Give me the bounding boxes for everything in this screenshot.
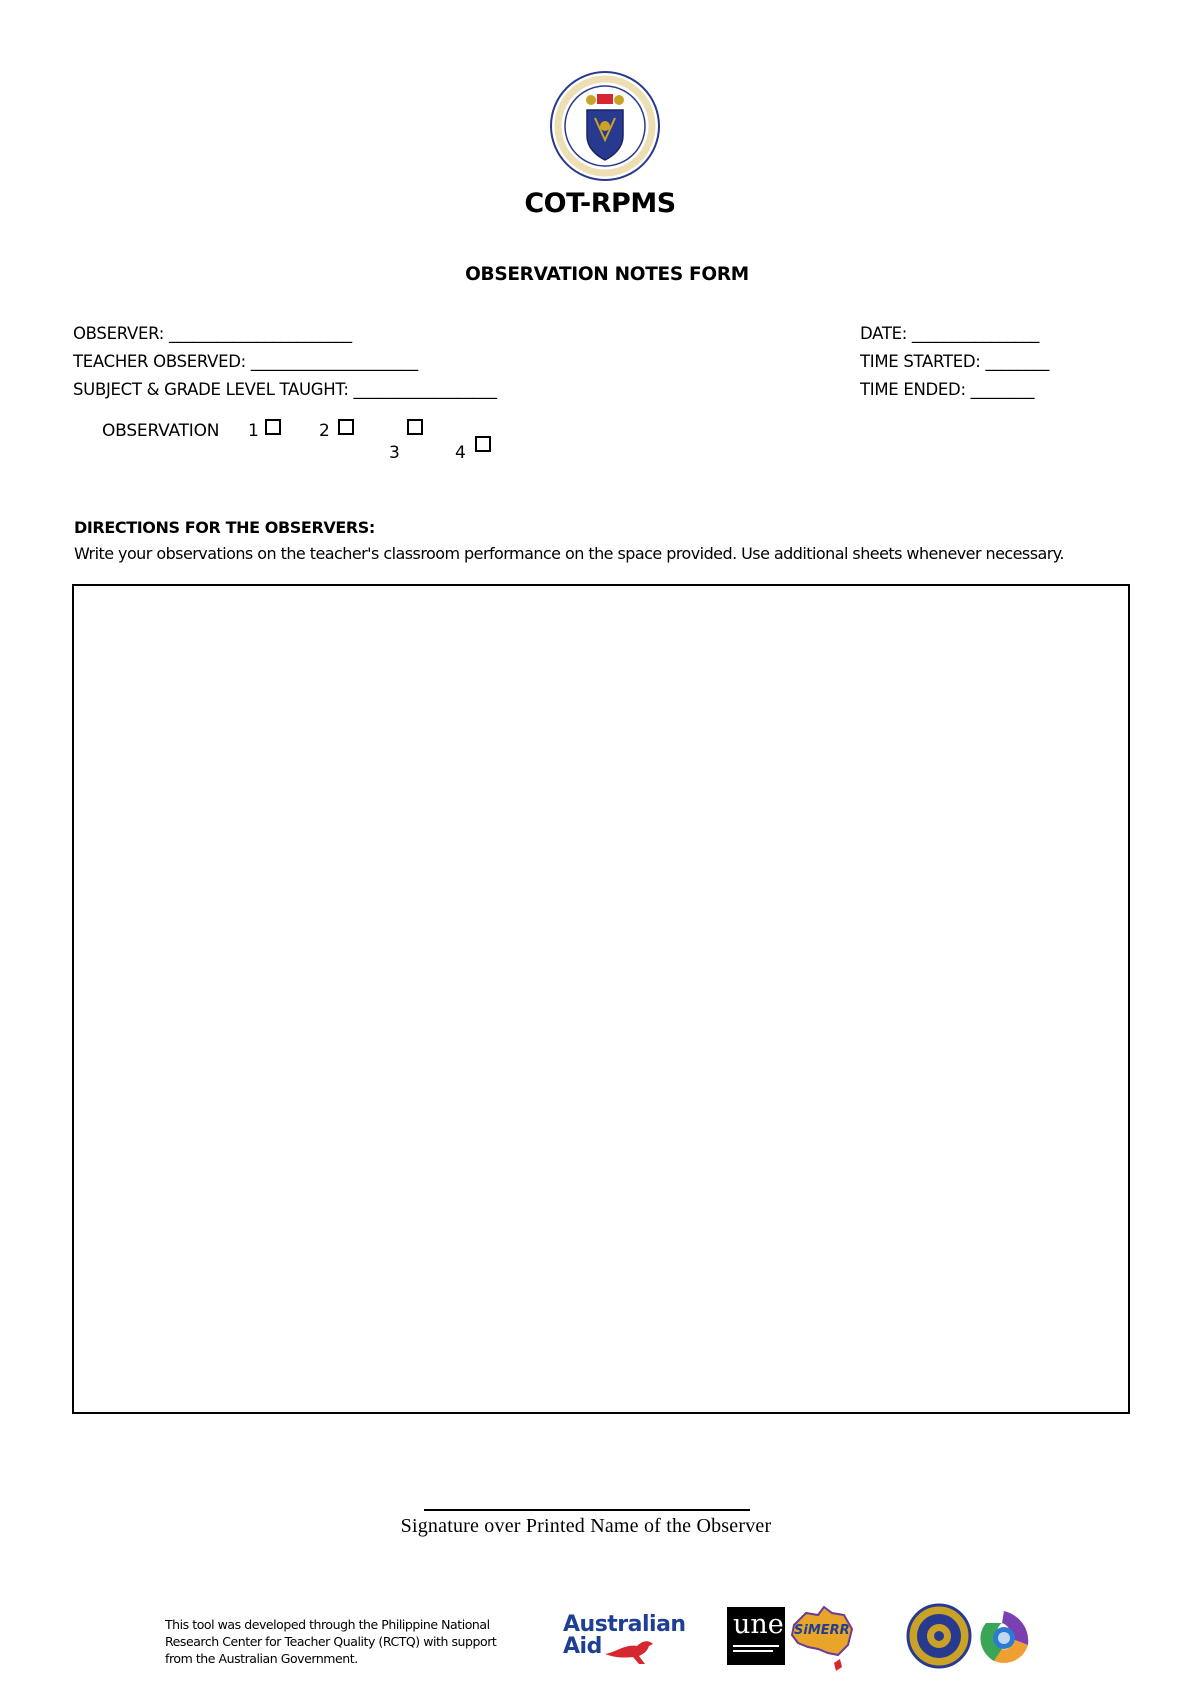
time-ended-field[interactable]: TIME ENDED: ________ — [860, 380, 1035, 399]
deped-seal-icon — [549, 70, 661, 182]
australian-aid-word: Australian — [563, 1612, 686, 1637]
footer-credit-line: from the Australian Government. — [165, 1651, 358, 1666]
signature-caption: Signature over Printed Name of the Observer — [400, 1515, 772, 1537]
signature-line[interactable] — [424, 1509, 750, 1511]
simerr-logo: SiMERR — [788, 1603, 856, 1675]
footer-credit — [165, 1616, 496, 1667]
observation-4-checkbox[interactable] — [475, 436, 491, 452]
teacher-observed-field[interactable]: TEACHER OBSERVED: _____________________ — [73, 352, 418, 371]
australia-map-icon — [788, 1603, 856, 1675]
footer-credit-line: This tool was developed through the Philippine National — [165, 1617, 490, 1632]
observation-option-label: 1 — [248, 421, 259, 441]
date-field[interactable]: DATE: ________________ — [860, 324, 1040, 343]
australian-aid-word: Aid — [563, 1634, 602, 1659]
observation-2-checkbox[interactable] — [338, 419, 354, 435]
subject-grade-field[interactable]: SUBJECT & GRADE LEVEL TAUGHT: __________________ — [73, 380, 497, 399]
time-started-field[interactable]: TIME STARTED: ________ — [860, 352, 1050, 371]
footer-credit-line: Research Center for Teacher Quality (RCTQ) with support — [165, 1634, 497, 1649]
observation-1-checkbox[interactable] — [265, 419, 281, 435]
rctq-seal-icon — [906, 1603, 972, 1669]
observation-option-label: 3 — [389, 443, 400, 463]
directions-text: Write your observations on the teacher's classroom performance on the space provided. Use additional sheets whenever necessary. — [74, 544, 1064, 563]
form-title: COT-RPMS — [524, 188, 676, 219]
kangaroo-icon — [603, 1636, 659, 1666]
rctq-logo-icon — [972, 1605, 1036, 1669]
une-logo: une — [727, 1607, 785, 1665]
australian-aid-logo — [563, 1614, 686, 1658]
observer-field[interactable]: OBSERVER: _______________________ — [73, 324, 352, 343]
observation-3-checkbox[interactable] — [407, 419, 423, 435]
observation-label: OBSERVATION — [102, 421, 220, 441]
observation-option-label: 2 — [319, 421, 330, 441]
observation-notes-area[interactable] — [72, 584, 1130, 1414]
directions-heading: DIRECTIONS FOR THE OBSERVERS: — [74, 518, 375, 537]
observation-option-label: 4 — [455, 443, 466, 463]
form-subtitle: OBSERVATION NOTES FORM — [465, 264, 749, 285]
